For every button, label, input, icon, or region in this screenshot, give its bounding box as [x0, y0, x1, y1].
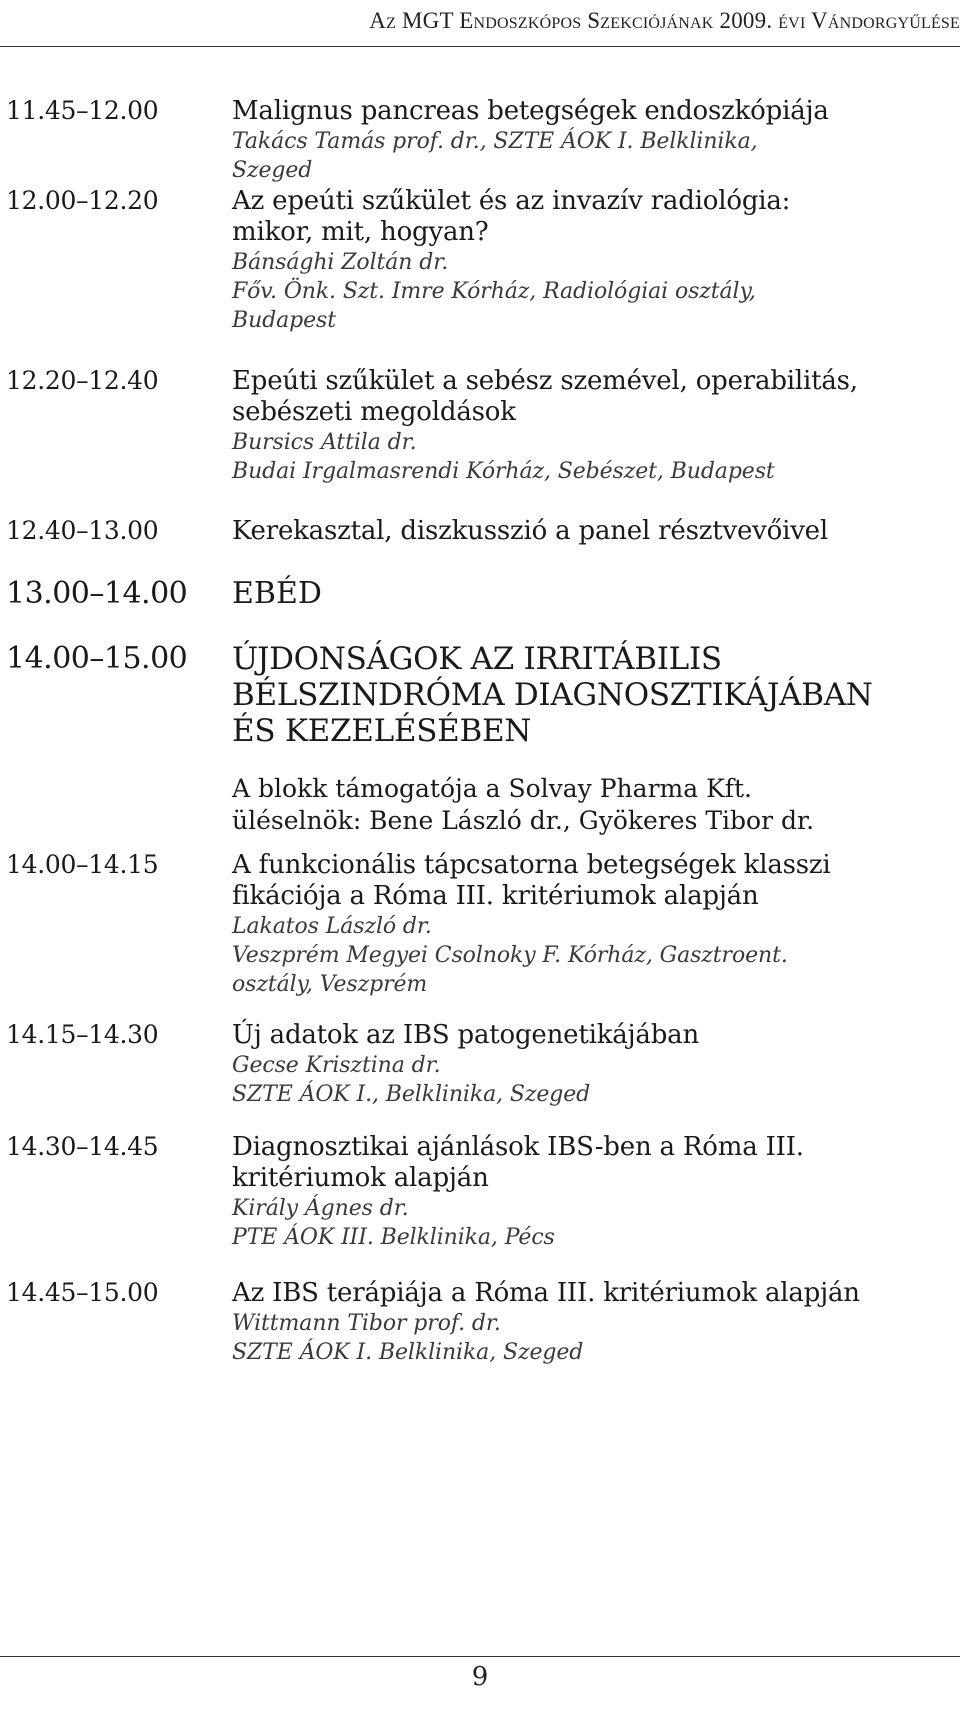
affiliation: osztály, Veszprém [232, 972, 428, 997]
entry-time: 14.45–15.00 [6, 1278, 159, 1307]
lunch-time: 13.00–14.00 [6, 576, 188, 611]
speaker: Wittmann Tibor prof. dr. [232, 1311, 501, 1336]
entry-content [232, 1278, 952, 1367]
session-time: 14.00–15.00 [6, 641, 188, 676]
speaker: Bursics Attila dr. [232, 430, 417, 455]
entry-time: 11.45–12.00 [6, 96, 159, 125]
affiliation: Szeged [232, 158, 313, 183]
entry-content [232, 96, 952, 185]
page-number: 9 [471, 1662, 489, 1692]
session-content [232, 641, 952, 837]
talk-title: A funkcionális tápcsatorna betegségek klasszi [232, 850, 831, 880]
session-sponsor: A blokk támogatója a Solvay Pharma Kft. [232, 774, 752, 803]
speaker: Gecse Krisztina dr. [232, 1053, 441, 1078]
entry-time: 12.40–13.00 [6, 516, 159, 545]
entry-content [232, 850, 952, 999]
talk-title: Az epeúti szűkület és az invazív radiológia: [232, 186, 791, 216]
affiliation: Budai Irgalmasrendi Kórház, Sebészet, Budapest [232, 459, 775, 484]
header-title: Az MGT Endoszkópos Szekciójának 2009. évi Vándorgyűlése [369, 8, 960, 33]
entry-time: 14.00–14.15 [6, 850, 159, 879]
affiliation: Főv. Önk. Szt. Imre Kórház, Radiológiai osztály, [232, 279, 756, 304]
entry-content [232, 186, 952, 335]
affiliation: Budapest [232, 308, 336, 333]
speaker: Takács Tamás prof. dr., SZTE ÁOK I. Belklinika, [232, 129, 758, 154]
talk-title: Epeúti szűkület a sebész szemével, operabilitás, [232, 366, 858, 396]
entry-content [232, 516, 952, 547]
entry-time: 12.20–12.40 [6, 366, 159, 395]
talk-title: Kerekasztal, diszkusszió a panel résztvevőivel [232, 516, 828, 546]
affiliation: SZTE ÁOK I. Belklinika, Szeged [232, 1340, 584, 1365]
entry-time: 14.30–14.45 [6, 1132, 159, 1161]
talk-title: kritériumok alapján [232, 1163, 489, 1193]
entry-content [232, 1020, 952, 1109]
talk-title: Új adatok az IBS patogenetikájában [232, 1020, 700, 1050]
affiliation: Veszprém Megyei Csolnoky F. Kórház, Gasztroent. [232, 943, 788, 968]
lunch-label: EBÉD [232, 576, 322, 611]
talk-title: sebészeti megoldások [232, 397, 516, 427]
talk-title: fikációja a Róma III. kritériumok alapján [232, 881, 759, 911]
talk-title: Malignus pancreas betegségek endoszkópiája [232, 96, 829, 126]
talk-title: Az IBS terápiája a Róma III. kritériumok alapján [232, 1278, 860, 1308]
entry-time: 14.15–14.30 [6, 1020, 159, 1049]
session-title: BÉLSZINDRÓMA DIAGNOSZTIKÁJÁBAN [232, 677, 873, 713]
session-title: ÉS KEZELÉSÉBEN [232, 713, 532, 749]
page-header [0, 0, 960, 56]
session-chairs: üléselnök: Bene László dr., Gyökeres Tibor dr. [232, 806, 815, 835]
entry-time: 12.00–12.20 [6, 186, 159, 215]
entry-content [232, 1132, 952, 1252]
footer-rule [0, 1656, 960, 1657]
talk-title: mikor, mit, hogyan? [232, 217, 489, 247]
talk-title: Diagnosztikai ajánlások IBS-ben a Róma III. [232, 1132, 804, 1162]
affiliation: PTE ÁOK III. Belklinika, Pécs [232, 1225, 555, 1250]
speaker: Lakatos László dr. [232, 914, 432, 939]
header-rule [0, 46, 960, 47]
speaker: Király Ágnes dr. [232, 1196, 409, 1221]
entry-content [232, 366, 952, 486]
affiliation: SZTE ÁOK I., Belklinika, Szeged [232, 1082, 591, 1107]
session-title: ÚJDONSÁGOK AZ IRRITÁBILIS [232, 641, 722, 677]
speaker: Bánsághi Zoltán dr. [232, 250, 449, 275]
